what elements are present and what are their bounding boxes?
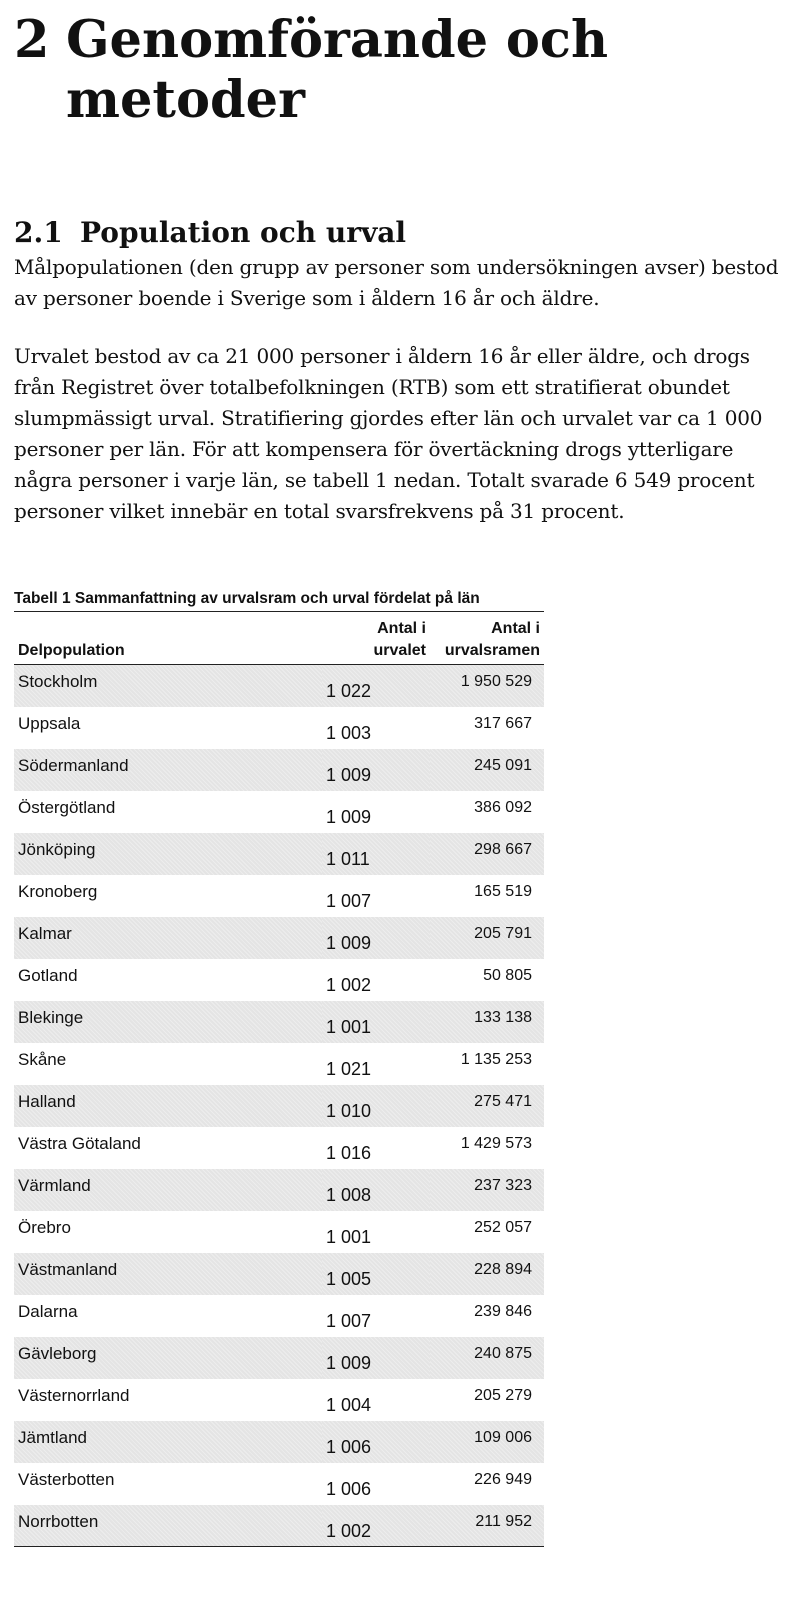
section-number: 2.1 (14, 216, 63, 249)
cell-delpopulation: Norrbotten (14, 1505, 322, 1547)
table-header-row (14, 614, 544, 665)
sample-frame-table (14, 614, 544, 1547)
table-row (14, 665, 544, 707)
table-row (14, 1043, 544, 1085)
cell-antal-urvalsramen: 252 057 (474, 1218, 532, 1236)
cell-antal-urvalsramen: 205 791 (430, 917, 544, 959)
table-row (14, 1001, 544, 1043)
cell-antal-urvalsramen: 237 323 (430, 1169, 544, 1211)
paragraph-sample-description: Urvalet bestod av ca 21 000 personer i åldern 16 år eller äldre, och drogs från Registret över totalbefolkningen (RTB) som ett stratifierat obundet slumpmässigt urval. Stratifiering gjordes efter län och urvalet var ca 1 000 personer per län. För att kompensera för övertäckning drogs ytterligare några personer i varje län, se tabell 1 nedan. Totalt svarade 6 549 procent personer vilket innebär en total svarsfrekvens på 31 procent. (14, 344, 763, 523)
table-row (14, 1169, 544, 1211)
cell-delpopulation: Jönköping (14, 833, 322, 875)
table-row (14, 1085, 544, 1127)
cell-delpopulation: Västerbotten (18, 1469, 115, 1489)
table-row (14, 1337, 544, 1379)
table-row (14, 707, 544, 749)
cell-antal-urvalet: 1 001 (326, 1226, 372, 1247)
cell-delpopulation: Värmland (14, 1169, 322, 1211)
table-row (14, 1463, 544, 1505)
cell-antal-urvalsramen: 109 006 (430, 1421, 544, 1463)
cell-delpopulation: Västmanland (14, 1253, 322, 1295)
cell-antal-urvalet: 1 016 (326, 1142, 372, 1163)
paragraph-target-population: Målpopulationen (den grupp av personer som undersökningen avser) bestod av personer boende i Sverige som i åldern 16 år och äldre. (14, 255, 779, 310)
table-row (14, 749, 544, 791)
cell-antal-urvalsramen: 228 894 (430, 1253, 544, 1295)
cell-antal-urvalsramen: 317 667 (474, 714, 532, 732)
cell-delpopulation: Jämtland (14, 1421, 322, 1463)
cell-antal-urvalet: 1 010 (322, 1085, 430, 1127)
cell-antal-urvalsramen: 239 846 (474, 1302, 532, 1320)
cell-antal-urvalsramen: 275 471 (430, 1085, 544, 1127)
cell-antal-urvalet: 1 011 (322, 833, 430, 875)
cell-delpopulation: Blekinge (14, 1001, 322, 1043)
cell-antal-urvalsramen: 1 135 253 (460, 1050, 532, 1068)
cell-antal-urvalsramen: 133 138 (430, 1001, 544, 1043)
chapter-number: 2 (14, 10, 50, 70)
cell-antal-urvalet: 1 009 (326, 806, 372, 827)
cell-delpopulation: Dalarna (18, 1301, 78, 1321)
table-row (14, 1295, 544, 1337)
cell-antal-urvalet: 1 009 (322, 917, 430, 959)
cell-antal-urvalet: 1 009 (322, 749, 430, 791)
cell-antal-urvalet: 1 002 (326, 974, 372, 995)
cell-delpopulation: Västra Götaland (18, 1133, 141, 1153)
cell-antal-urvalsramen: 298 667 (430, 833, 544, 875)
cell-delpopulation: Kronoberg (18, 881, 98, 901)
cell-antal-urvalsramen: 386 092 (474, 798, 532, 816)
cell-delpopulation: Södermanland (14, 749, 322, 791)
table-row (14, 1379, 544, 1421)
cell-antal-urvalet: 1 006 (326, 1478, 372, 1499)
section-heading (14, 216, 406, 250)
table-row (14, 833, 544, 875)
cell-antal-urvalsramen: 165 519 (474, 882, 532, 900)
table-row (14, 917, 544, 959)
cell-antal-urvalet: 1 001 (322, 1001, 430, 1043)
cell-antal-urvalet: 1 022 (322, 665, 430, 707)
chapter-title: Genomförande och metoder (66, 10, 609, 130)
cell-antal-urvalet: 1 004 (326, 1394, 372, 1415)
cell-antal-urvalsramen: 1 950 529 (430, 665, 544, 707)
cell-antal-urvalet: 1 007 (326, 1310, 372, 1331)
cell-antal-urvalet: 1 021 (326, 1058, 372, 1079)
table-row (14, 791, 544, 833)
chapter-heading (14, 10, 754, 130)
table-row (14, 1505, 544, 1547)
cell-delpopulation: Halland (14, 1085, 322, 1127)
table-row (14, 1253, 544, 1295)
section-title: Population och urval (80, 216, 407, 249)
cell-antal-urvalet: 1 008 (322, 1169, 430, 1211)
header-delpopulation: Delpopulation (14, 614, 322, 665)
cell-delpopulation: Uppsala (18, 713, 81, 733)
cell-delpopulation: Gävleborg (14, 1337, 322, 1379)
cell-antal-urvalet: 1 009 (322, 1337, 430, 1379)
table-row (14, 1211, 544, 1253)
cell-delpopulation: Gotland (18, 965, 78, 985)
table-row (14, 875, 544, 917)
cell-antal-urvalet: 1 002 (322, 1505, 430, 1547)
cell-antal-urvalsramen: 226 949 (474, 1470, 532, 1488)
cell-antal-urvalet: 1 006 (322, 1421, 430, 1463)
cell-antal-urvalsramen: 205 279 (474, 1386, 532, 1404)
cell-antal-urvalsramen: 1 429 573 (460, 1134, 532, 1152)
cell-delpopulation: Skåne (18, 1049, 67, 1069)
cell-antal-urvalet: 1 007 (326, 890, 372, 911)
table-caption: Tabell 1 Sammanfattning av urvalsram och urval fördelat på län (14, 589, 544, 612)
cell-delpopulation: Östergötland (18, 797, 116, 817)
cell-antal-urvalsramen: 245 091 (430, 749, 544, 791)
cell-delpopulation: Västernorrland (18, 1385, 130, 1405)
cell-delpopulation: Örebro (18, 1217, 71, 1237)
cell-delpopulation: Kalmar (14, 917, 322, 959)
header-antal-urvalsramen: Antal i urvalsramen (430, 614, 544, 665)
cell-antal-urvalsramen: 50 805 (483, 966, 532, 984)
cell-antal-urvalsramen: 211 952 (430, 1505, 544, 1547)
table-row (14, 1421, 544, 1463)
table-row (14, 959, 544, 1001)
cell-antal-urvalsramen: 240 875 (430, 1337, 544, 1379)
table-row (14, 1127, 544, 1169)
cell-delpopulation: Stockholm (14, 665, 322, 707)
cell-antal-urvalet: 1 003 (326, 722, 372, 743)
header-antal-urvalet: Antal i urvalet (322, 614, 430, 665)
cell-antal-urvalet: 1 005 (322, 1253, 430, 1295)
